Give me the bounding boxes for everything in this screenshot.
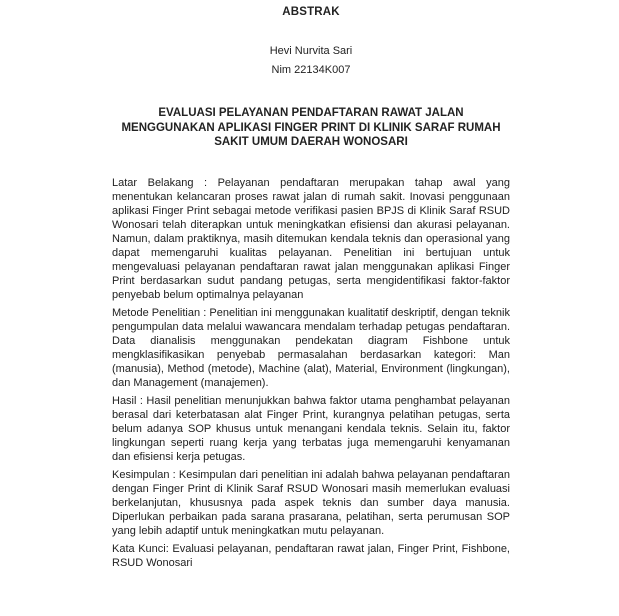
text-column: [112, 5, 510, 570]
paragraph-hasil: Hasil : Hasil penelitian menunjukkan bahwa faktor utama penghambat pelayanan berasal dari keterbatasan alat Finger Print, kurangnya pelatihan petugas, serta belum adanya SOP khusus untuk menangani kendala teknis. Selain itu, faktor lingkungan seperti ruang kerja yang terbatas juga memengaruhi kenyamanan dan efisiensi kerja petugas.: [112, 394, 510, 463]
paragraph-kesimpulan: Kesimpulan : Kesimpulan dari penelitian ini adalah bahwa pelayanan pendaftaran dengan Finger Print di Klinik Saraf RSUD Wonosari masih memerlukan evaluasi berkelanjutan, khususnya pada aspek teknis dan sumber daya manusia. Diperlukan perbaikan pada sarana prasarana, pelatihan, serta perumusan SOP yang lebih adaptif untuk meningkatkan mutu pelayanan.: [112, 468, 510, 537]
abstract-body: [112, 176, 510, 570]
paragraph-metode-penelitian: Metode Penelitian : Penelitian ini menggunakan kualitatif deskriptif, dengan teknik pengumpulan data melalui wawancara mendalam terhadap petugas pendaftaran. Data dianalisis menggunakan pendekatan diagram Fishbone untuk mengklasifikasikan penyebab permasalahan berdasarkan kategori: Man (manusia), Method (metode), Machine (alat), Material, Environment (lingkungan), dan Management (manajemen).: [112, 306, 510, 389]
abstract-heading: ABSTRAK: [282, 6, 340, 18]
author-name: Hevi Nurvita Sari: [269, 45, 353, 57]
paragraph-latar-belakang: Latar Belakang : Pelayanan pendaftaran merupakan tahap awal yang menentukan kelancaran proses rawat jalan di rumah sakit. Inovasi penggunaan aplikasi Finger Print sebagai metode verifikasi pasien BPJS di Klinik Saraf RSUD Wonosari telah diterapkan untuk meningkatkan efisiensi dan akurasi pelayanan. Namun, dalam praktiknya, masih ditemukan kendala teknis dan operasional yang dapat memengaruhi kualitas pelayanan. Penelitian ini bertujuan untuk mengevaluasi pelayanan pendaftaran rawat jalan menggunakan aplikasi Finger Print berdasarkan sudut pandang petugas, serta mengidentifikasi faktor-faktor penyebab belum optimalnya pelayanan: [112, 176, 510, 301]
paragraph-kata-kunci: Kata Kunci: Evaluasi pelayanan, pendaftaran rawat jalan, Finger Print, Fishbone, RSUD Wonosari: [112, 542, 510, 569]
student-id: Nim 22134K007: [271, 64, 351, 76]
thesis-title: EVALUASI PELAYANAN PENDAFTARAN RAWAT JALAN MENGGUNAKAN APLIKASI FINGER PRINT DI KLINIK SARAF RUMAH SAKIT UMUM DAERAH WONOSARI: [121, 107, 501, 148]
